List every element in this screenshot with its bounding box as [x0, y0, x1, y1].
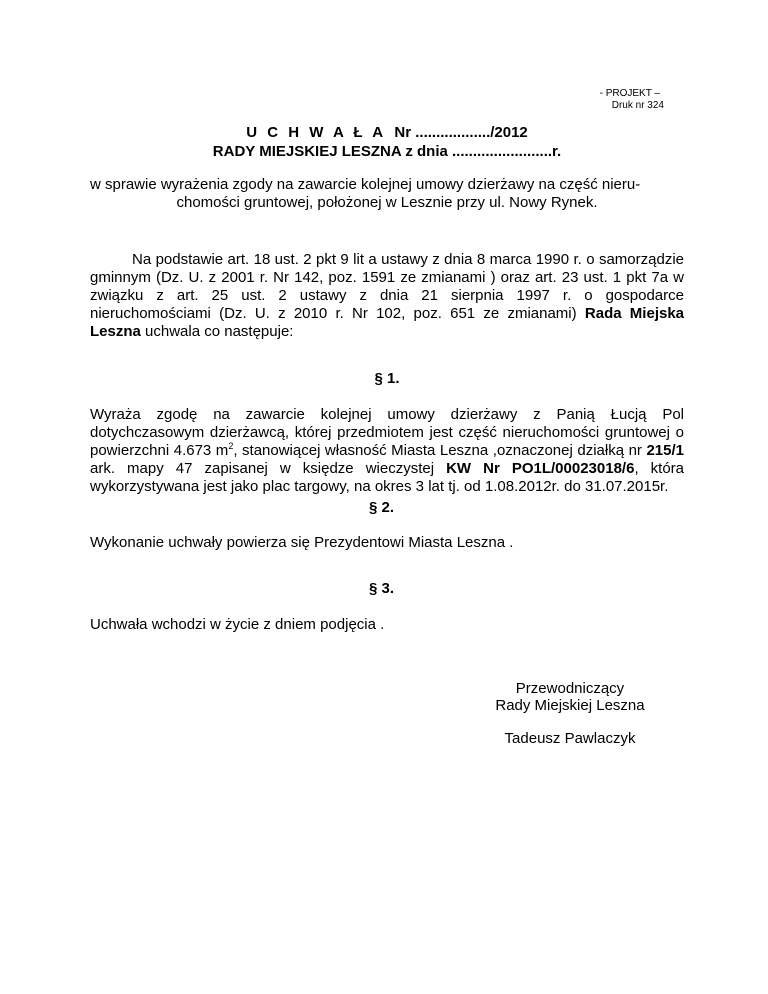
print-number: Druk nr 324 [611, 100, 664, 111]
area-unit-superscript: 2 [228, 441, 234, 451]
preamble-council-bold: Rada Miejska [584, 305, 685, 322]
section-2-text: Wykonanie uchwały powierza się Prezydentowi Miasta Leszna . [90, 534, 514, 551]
section-3-text: Uchwała wchodzi w życie z dniem podjęcia . [90, 616, 385, 633]
section-1-text-d: , która wykorzystywana jest jako plac targowy, na okres 3 lat tj. od 1.08.2012r. do 31.07.2015r. [90, 460, 684, 495]
section-1-text-b: , stanowiącej własność Miasta Leszna ,oznaczonej działką nr [233, 442, 642, 459]
section-1-text-c: ark. mapy 47 zapisanej w księdze wieczystej [90, 460, 435, 477]
signature-role-1: Przewodniczący [515, 680, 625, 697]
preamble-text: Na podstawie art. 18 ust. 2 pkt 9 lit a ustawy z dnia 8 marca 1990 r. o samorządzie gminnym (Dz. U. z 2001 r. Nr 142, poz. 1591 ze zmianami ) oraz art. 23 ust. 1 pkt 7a w związku z art. 25 ust. 2 ustawy z dnia 21 sierpnia 1997 r. o gospodarce nieruchomościami (Dz. U. z 2010 r. Nr 102, poz. 651 ze zmianami) [90, 251, 684, 322]
signature-name: Tadeusz Pawlaczyk [504, 730, 636, 747]
subject-line-1: w sprawie wyrażenia zgody na zawarcie kolejnej umowy dzierżawy na część nieru- [90, 176, 641, 193]
section-1-paragraph [90, 406, 684, 496]
resolution-title [90, 124, 684, 142]
section-2-heading: § 2. [369, 499, 395, 516]
plot-number: 215/1 [646, 442, 685, 459]
resolution-number: Nr ................../2012 [394, 124, 528, 141]
preamble-end: uchwala co następuje: [145, 323, 294, 340]
draft-label: - PROJEKT – [599, 88, 660, 99]
preamble-paragraph [90, 251, 684, 341]
section-1-text-a: Wyraża zgodę na zawarcie kolejnej umowy dzierżawy z Panią Łucją Pol dotychczasowym dzierżawcą, której przedmiotem jest część nieruchomości gruntowej o powierzchni 4.673 m [90, 406, 684, 459]
resolution-word: U C H W A Ł A [246, 124, 387, 141]
preamble-city-bold: Leszna [90, 323, 141, 340]
subject-line-2: chomości gruntowej, położonej w Lesznie przy ul. Nowy Rynek. [176, 194, 598, 211]
section-3-heading: § 3. [369, 580, 395, 597]
section-1-heading: § 1. [374, 370, 400, 387]
signature-role-2: Rady Miejskiej Leszna [495, 697, 645, 714]
council-date-line: RADY MIEJSKIEJ LESZNA z dnia ........................r. [212, 143, 562, 160]
land-register-number: KW Nr PO1L/00023018/6 [446, 460, 635, 477]
